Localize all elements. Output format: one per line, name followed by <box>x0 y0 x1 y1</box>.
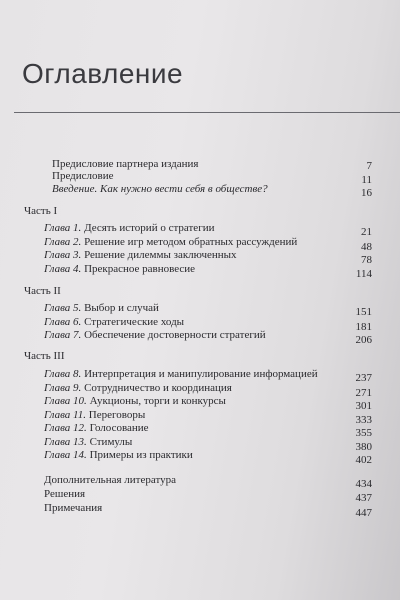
chapter-title: Выбор и случай <box>84 302 159 314</box>
chapter-number: Глава 1. <box>44 222 82 234</box>
chapter-number: Глава 3. <box>44 249 82 261</box>
chapter-number: Глава 13. <box>44 435 87 448</box>
chapter-title: Решение игр методом обратных рассуждений <box>84 235 298 248</box>
page-number: 271 <box>355 386 372 399</box>
page-number: 151 <box>355 306 372 318</box>
chapter-title: Примечания <box>44 502 103 514</box>
chapter-title: Десять историй о стратегии <box>84 222 215 234</box>
page-number: 402 <box>355 454 372 466</box>
chapter-title: Аукционы, торги и конкурсы <box>89 395 226 407</box>
chapter-title: Голосование <box>89 422 149 434</box>
chapter-title: Дополнительная литература <box>44 474 176 486</box>
chapter-title: Решения <box>44 488 86 500</box>
page-number: 380 <box>355 440 372 453</box>
chapter-number: Введение. <box>52 183 98 195</box>
chapter-number: Глава 2. <box>44 235 82 248</box>
toc-entry-label <box>52 181 268 197</box>
page-number: 21 <box>361 226 372 238</box>
page-number: 434 <box>355 478 372 490</box>
chapter-title: Переговоры <box>88 408 146 421</box>
page-number: 301 <box>355 400 372 412</box>
chapter-number: Глава 5. <box>44 302 82 314</box>
part-heading: Часть II <box>24 285 61 297</box>
chapter-title: Обеспечение достоверности стратегий <box>84 329 266 341</box>
part-heading: Часть I <box>24 205 58 217</box>
page-number: 237 <box>355 372 372 384</box>
toc-entry-label <box>44 261 195 277</box>
chapter-title: Предисловие партнера издания <box>52 158 199 170</box>
page-number: 181 <box>355 320 372 333</box>
page-number: 333 <box>355 413 372 426</box>
page-title: Оглавление <box>22 58 184 89</box>
page-number: 355 <box>355 427 372 439</box>
chapter-title: Интерпретация и манипулирование информацией <box>84 368 318 380</box>
page-number: 78 <box>361 254 372 266</box>
chapter-title: Прекрасное равновесие <box>84 262 196 275</box>
chapter-title: Предисловие <box>52 170 114 182</box>
chapter-number: Глава 11. <box>44 408 86 421</box>
chapter-number: Глава 10. <box>44 395 87 407</box>
chapter-number: Глава 8. <box>44 368 82 380</box>
chapter-title: Стратегические ходы <box>84 315 185 328</box>
page-number: 437 <box>355 492 372 504</box>
page-number: 206 <box>355 334 372 346</box>
toc-entry-label <box>44 447 193 463</box>
chapter-title: Как нужно вести себя в обществе? <box>100 183 268 195</box>
page-number: 114 <box>355 267 372 280</box>
chapter-number: Глава 14. <box>44 449 87 461</box>
chapter-number: Глава 6. <box>44 315 82 328</box>
page-number: 48 <box>361 240 372 253</box>
chapter-title: Решение дилеммы заключенных <box>84 249 237 261</box>
page-number: 447 <box>355 507 372 519</box>
chapter-title: Стимулы <box>89 435 133 448</box>
page-number: 11 <box>361 174 372 186</box>
toc-entry-label <box>44 500 102 516</box>
chapter-number: Глава 12. <box>44 422 87 434</box>
chapter-title: Сотрудничество и координация <box>84 381 232 394</box>
toc-entry-label <box>44 327 266 343</box>
chapter-number: Глава 9. <box>44 381 82 394</box>
chapter-number: Глава 7. <box>44 329 82 341</box>
chapter-title: Примеры из практики <box>89 449 193 461</box>
page-number: 16 <box>361 187 372 199</box>
chapter-number: Глава 4. <box>44 262 82 275</box>
page-number: 7 <box>366 160 372 172</box>
part-heading: Часть III <box>24 350 65 362</box>
